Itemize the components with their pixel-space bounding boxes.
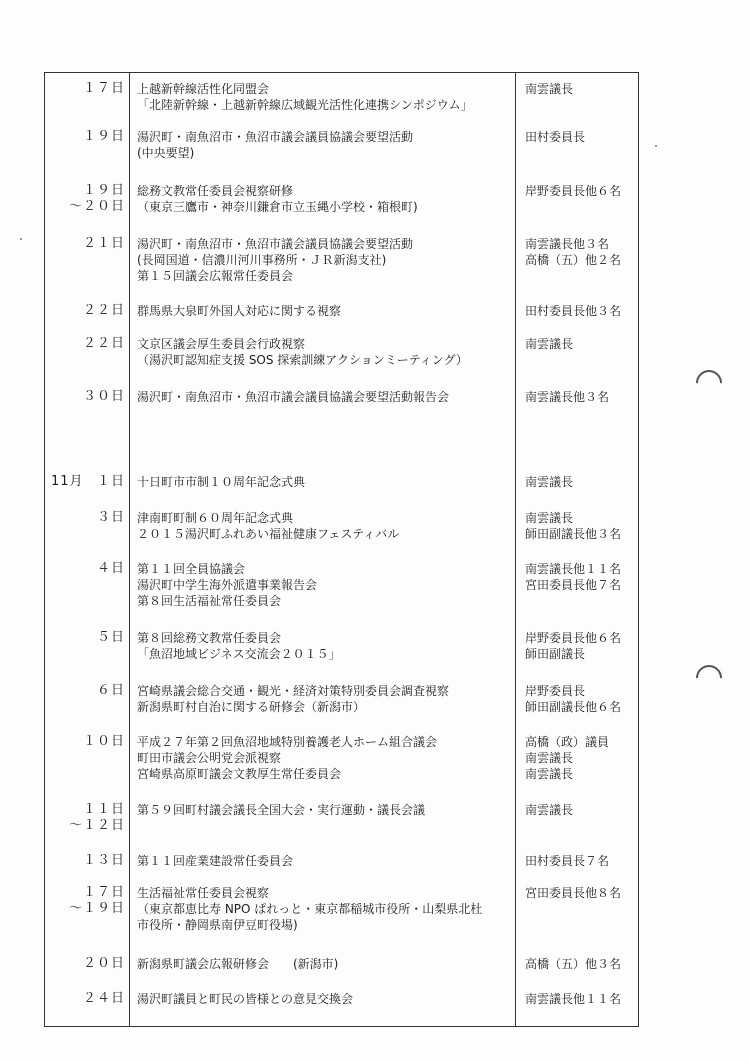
binder-hole-mark (691, 660, 728, 697)
row-description: 湯沢町・南魚沼市・魚沼市議会議員協議会要望活動 (長岡国道・信濃川河川事務所・ＪＲ新潟支社) 第１５回議会広報常任委員会 (137, 237, 414, 283)
row-description: 第１１回全員協議会 湯沢町中学生海外派遣事業報告会 第８回生活福祉常任委員会 (137, 562, 318, 608)
row-date: ３日 (96, 510, 125, 525)
row-attendee: 岸野委員長他６名 (525, 184, 622, 198)
row-description: 平成２７年第２回魚沼地域特別養護老人ホーム組合議会 町田市議会公明党会派視察 宮崎県高原町議会文教厚生常任委員会 (137, 735, 438, 781)
row-date: １９日 ～２０日 (68, 183, 125, 214)
row-attendee: 田村委員長 (525, 130, 586, 144)
row-description: 湯沢町議員と町民の皆様との意見交換会 (137, 992, 354, 1006)
column-divider-date (129, 73, 130, 1026)
row-date: ４日 (96, 561, 125, 576)
row-description: 湯沢町・南魚沼市・魚沼市議会議員協議会要望活動報告会 (137, 390, 450, 404)
row-attendee: 宮田委員長他８名 (525, 886, 622, 900)
row-attendee: 南雲議長他１１名 (525, 992, 622, 1006)
row-date: １７日 (82, 81, 125, 96)
row-date: ２２日 (82, 336, 125, 351)
row-date: １０日 (82, 734, 125, 749)
row-attendee: 南雲議長 師田副議長他３名 (525, 511, 622, 541)
row-attendee: 南雲議長 (525, 803, 574, 817)
row-description: 群馬県大泉町外国人対応に関する視察 (137, 304, 342, 318)
row-date: １９日 (82, 129, 125, 144)
scan-speck (20, 238, 22, 240)
row-attendee: 田村委員長他３名 (525, 304, 622, 318)
row-description: 上越新幹線活性化同盟会 「北陸新幹線・上越新幹線広域観光活性化連携シンポジウム」 (137, 82, 473, 112)
row-attendee: 高橋（五）他３名 (525, 957, 622, 971)
row-date: ２４日 (82, 991, 125, 1006)
row-description: 津南町町制６０周年記念式典 ２０１５湯沢町ふれあい福祉健康フェスティバル (137, 511, 400, 541)
row-date: １１日 ～１２日 (68, 802, 125, 833)
row-attendee: 田村委員長７名 (525, 854, 610, 868)
row-attendee: 南雲議長他３名 高橋（五）他２名 (525, 237, 622, 267)
row-attendee: 南雲議長他１１名 宮田委員長他７名 (525, 562, 622, 592)
row-attendee: 高橋（政）議員 南雲議長 南雲議長 (525, 735, 610, 781)
scan-speck (655, 145, 657, 147)
row-description: 十日町市市制１０周年記念式典 (137, 475, 306, 489)
row-date: ３０日 (82, 389, 125, 404)
row-description: 第１１回産業建設常任委員会 (137, 854, 294, 868)
column-divider-attendee (515, 73, 516, 1026)
row-description: 生活福祉常任委員会視察 （東京都恵比寿 NPO ぱれっと・東京都稲城市役所・山梨県北杜 市役所・静岡県南伊豆町役場) (137, 886, 483, 932)
row-attendee: 南雲議長 (525, 82, 574, 96)
row-attendee: 岸野委員長他６名 師田副議長 (525, 631, 622, 661)
row-date: １３日 (82, 853, 125, 868)
row-description: 総務文教常任委員会視察研修 （東京三鷹市・神奈川鎌倉市立玉縄小学校・箱根町) (137, 184, 418, 214)
row-date: ２２日 (82, 303, 125, 318)
row-description: 第５９回町村議会議長全国大会・実行運動・議長会議 (137, 803, 426, 817)
row-description: 文京区議会厚生委員会行政視察 （湯沢町認知症支援 SOS 探索訓練アクションミーティング） (137, 337, 468, 367)
row-attendee: 南雲議長他３名 (525, 390, 610, 404)
row-date: ２０日 (82, 956, 125, 971)
row-attendee: 南雲議長 (525, 337, 574, 351)
row-description: 湯沢町・南魚沼市・魚沼市議会議員協議会要望活動 (中央要望) (137, 130, 414, 160)
row-date: 11月 １日 (51, 474, 125, 489)
row-attendee: 南雲議長 (525, 475, 574, 489)
row-description: 宮崎県議会総合交通・観光・経済対策特別委員会調査視察 新潟県町村自治に関する研修会（新潟市） (137, 684, 450, 714)
row-description: 新潟県町議会広報研修会 (新潟市) (137, 957, 339, 971)
row-date: ２１日 (82, 236, 125, 251)
row-attendee: 岸野委員長 師田副議長他６名 (525, 684, 622, 714)
row-date: １７日 ～１９日 (68, 885, 125, 916)
row-date: ６日 (96, 683, 125, 698)
schedule-table (44, 72, 639, 1027)
row-description: 第８回総務文教常任委員会 「魚沼地域ビジネス交流会２０１５」 (137, 631, 341, 661)
binder-hole-mark (691, 365, 728, 402)
row-date: ５日 (96, 630, 125, 645)
